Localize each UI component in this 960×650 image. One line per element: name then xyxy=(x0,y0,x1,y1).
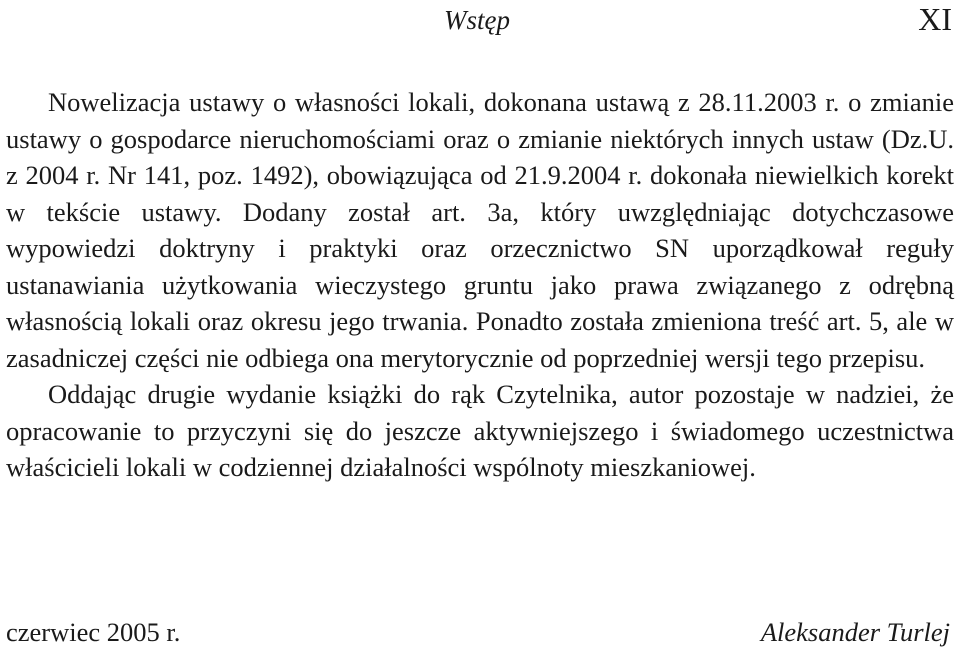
paragraph-2: Oddając drugie wydanie książki do rąk Czytelnika, autor pozostaje w nadziei, że opracowanie to przyczyni się do jeszcze aktywniejszego i świadomego uczestnictwa właścicieli lokali w codziennej działalności wspólnoty mieszkaniowej. xyxy=(6,379,954,482)
paragraph-1: Nowelizacja ustawy o własności lokali, dokonana ustawą z 28.11.2003 r. o zmianie ustawy o gospodarce nieruchomościami oraz o zmianie niektórych innych ustaw (Dz.U. z 2004 r. Nr 141, poz. 1492), obowiązująca od 21.9.2004 r. dokonała niewielkich korekt w tekście ustawy. Dodany został art. 3a, który uwzględniając dotychczasowe wypowiedzi doktryny i praktyki oraz orzecznictwo SN uporządkował reguły ustanawiania użytkowania wieczystego gruntu jako prawa związanego z odrębną własnością lokali oraz okresu jego trwania. Ponadto została zmieniona treść art. 5, ale w zasadniczej części nie odbiega ona merytorycznie od poprzedniej wersji tego przepisu. xyxy=(6,87,954,373)
section-title: Wstęp xyxy=(444,5,510,35)
running-header xyxy=(0,0,960,44)
page-number: XI xyxy=(918,1,952,37)
date: czerwiec 2005 r. xyxy=(6,617,181,647)
author-name: Aleksander Turlej xyxy=(760,617,950,647)
body-text xyxy=(6,84,954,486)
signature-line xyxy=(6,614,950,650)
